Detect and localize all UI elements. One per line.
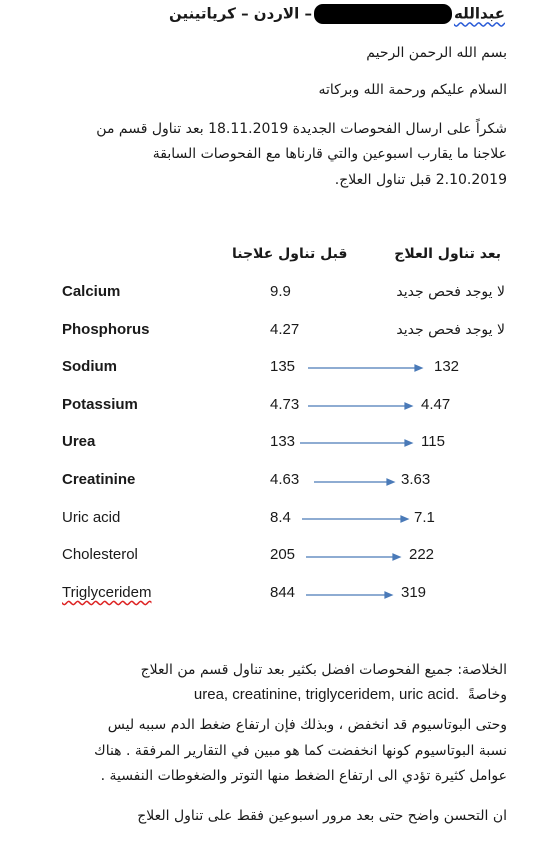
row-after-calcium: لا يوجد فحص جديد [396,284,505,300]
arrow-uric-acid-icon [302,516,408,522]
greeting: السلام عليكم ورحمة الله وبركاته [318,82,507,98]
arrow-creatinine-icon [314,479,394,485]
row-before-phosphorus: 4.27 [270,321,300,338]
conclusion-line-5: عوامل كثيرة تؤدي الى ارتفاع الضغط منها التوتر والضغوطات النفسية . [100,768,507,784]
intro-line-3: 2.10.2019 قبل تناول العلاج. [334,172,507,188]
row-before-urea: 133 [270,433,296,450]
row-label-urea: Urea [62,433,96,450]
row-after-potassium: 4.47 [421,396,451,413]
header-before-treatment: قبل تناول علاجنا [232,246,348,262]
arrow-potassium-icon [308,403,412,409]
conclusion-tests-list: urea, creatinine, triglyceridem, uric acid. [193,686,460,703]
basmala: بسم الله الرحمن الرحيم [366,45,507,61]
row-label-calcium: Calcium [62,283,121,300]
title-country: – الاردن – كرياتينين [169,4,312,23]
row-after-sodium: 132 [434,358,460,375]
row-before-cholesterol: 205 [270,546,296,563]
document-title [169,4,505,24]
row-before-creatinine: 4.63 [270,471,300,488]
row-before-potassium: 4.73 [270,396,300,413]
row-before-triglyceridem: 844 [270,584,296,601]
conclusion-especially: وخاصةً [467,687,507,703]
row-label-phosphorus: Phosphorus [62,321,150,338]
row-before-sodium: 135 [270,358,296,375]
row-label-triglyceridem: Triglyceridem [62,584,152,601]
arrow-triglyceridem-icon [306,592,392,598]
arrow-sodium-icon [308,365,422,371]
row-after-uric-acid: 7.1 [414,509,435,526]
arrow-cholesterol-icon [306,554,400,560]
conclusion-line-2 [194,683,507,707]
row-after-phosphorus: لا يوجد فحص جديد [396,322,505,338]
row-before-uric-acid: 8.4 [270,509,291,526]
row-label-sodium: Sodium [62,358,117,375]
conclusion-line-1: الخلاصة: جميع الفحوصات افضل بكثير بعد تناول قسم من العلاج [140,662,507,678]
row-after-creatinine: 3.63 [401,471,431,488]
row-label-creatinine: Creatinine [62,471,136,488]
arrow-urea-icon [300,440,412,446]
intro-line-1: شكراً على ارسال الفحوصات الجديدة 18.11.2019 بعد تناول قسم من [96,121,507,137]
redaction-box [314,4,452,24]
header-after-treatment: بعد تناول العلاج [394,246,501,262]
row-label-potassium: Potassium [62,396,138,413]
conclusion-line-4: نسبة البوتاسيوم كونها انخفضت كما هو مبين في التقارير المرفقة . هناك [94,743,507,759]
row-after-urea: 115 [421,433,445,450]
row-before-calcium: 9.9 [270,283,291,300]
row-after-triglyceridem: 319 [401,584,427,601]
row-label-uric-acid: Uric acid [62,509,121,526]
conclusion-line-6: ان التحسن واضح حتى بعد مرور اسبوعين فقط على تناول العلاج [137,808,507,824]
row-after-cholesterol: 222 [409,546,435,563]
title-name: عبدالله [453,4,505,23]
intro-line-2: علاجنا ما يقارب اسبوعين والتي قارناها مع الفحوصات السابقة [152,146,507,162]
row-label-cholesterol: Cholesterol [62,546,138,563]
conclusion-line-3: وحتى البوتاسيوم قد انخفض ، وبذلك فإن ارتفاع ضغط الدم سببه ليس [107,717,507,733]
